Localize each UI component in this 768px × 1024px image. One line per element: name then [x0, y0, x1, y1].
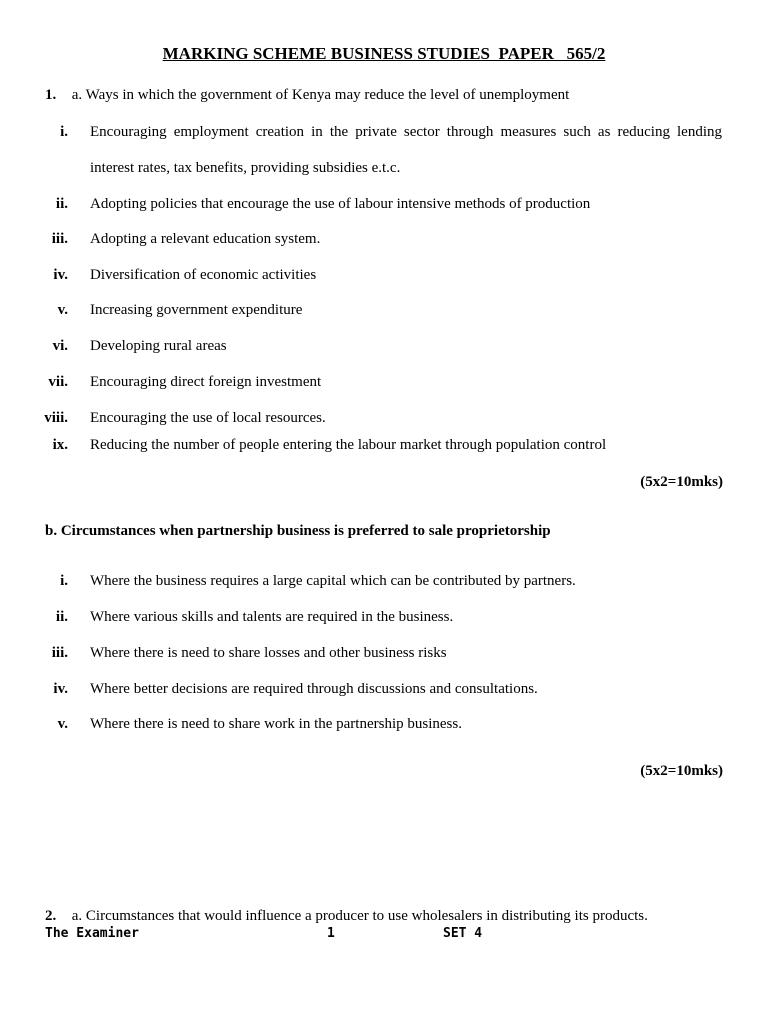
page-title: MARKING SCHEME BUSINESS STUDIES PAPER 565/2	[162, 44, 606, 63]
footer-set: SET 4	[443, 926, 483, 941]
list-item-text: Diversification of economic activities	[90, 267, 317, 283]
question-1b-heading: b. Circumstances when partnership business is preferred to sale proprietorship	[45, 523, 551, 539]
list-item-text: Reducing the number of people entering the labour market through population control	[90, 437, 607, 453]
question-2-heading	[45, 908, 648, 925]
question-number: 2.	[45, 908, 57, 924]
footer-examiner: The Examiner	[45, 926, 139, 941]
list-item-text: Encouraging the use of local resources.	[90, 410, 326, 426]
list-item-text: Where various skills and talents are required in the business.	[90, 609, 454, 625]
list-item-text: Where the business requires a large capital which can be contributed by partners.	[90, 573, 576, 589]
list-item-text: Adopting a relevant education system.	[90, 231, 321, 247]
list-item-text: Developing rural areas	[90, 338, 227, 354]
list-item-text: Encouraging employment creation in the private sector through measures such as reducing lending interest rates, tax benefits, providing subsidies e.t.c.	[90, 124, 722, 176]
question-1a-text: a. Ways in which the government of Kenya may reduce the level of unemployment	[71, 87, 570, 103]
list-item-text: Increasing government expenditure	[90, 302, 303, 318]
list-item-number: viii.	[44, 410, 68, 426]
list-item-number: ix.	[52, 437, 68, 453]
list-item-number: v.	[57, 302, 68, 318]
list-item-text: Where there is need to share work in the partnership business.	[90, 716, 462, 732]
list-item-number: i.	[60, 124, 68, 140]
list-item-text: Encouraging direct foreign investment	[90, 374, 322, 390]
list-item-number: vi.	[52, 338, 68, 354]
list-item-number: iii.	[51, 231, 68, 247]
question-number: 1.	[45, 87, 57, 103]
marks-allocation: (5x2=10mks)	[640, 763, 723, 779]
list-item-number: vii.	[48, 374, 68, 390]
list-item-number: iv.	[53, 681, 68, 697]
question-1-heading	[45, 87, 569, 104]
list-item-number: v.	[57, 716, 68, 732]
footer-page-number: 1	[327, 926, 335, 941]
list-item-number: iv.	[53, 267, 68, 283]
list-item-text: Where there is need to share losses and other business risks	[90, 645, 447, 661]
list-item-number: iii.	[51, 645, 68, 661]
list-item-number: ii.	[55, 196, 68, 212]
list-item-number: ii.	[55, 609, 68, 625]
question-2a-text: a. Circumstances that would influence a producer to use wholesalers in distributing its products.	[71, 908, 648, 924]
marks-allocation: (5x2=10mks)	[640, 474, 723, 490]
list-item-text: Where better decisions are required through discussions and consultations.	[90, 681, 538, 697]
page-footer	[45, 926, 745, 944]
list-item-text: Adopting policies that encourage the use of labour intensive methods of production	[90, 196, 591, 212]
list-item-number: i.	[60, 573, 68, 589]
